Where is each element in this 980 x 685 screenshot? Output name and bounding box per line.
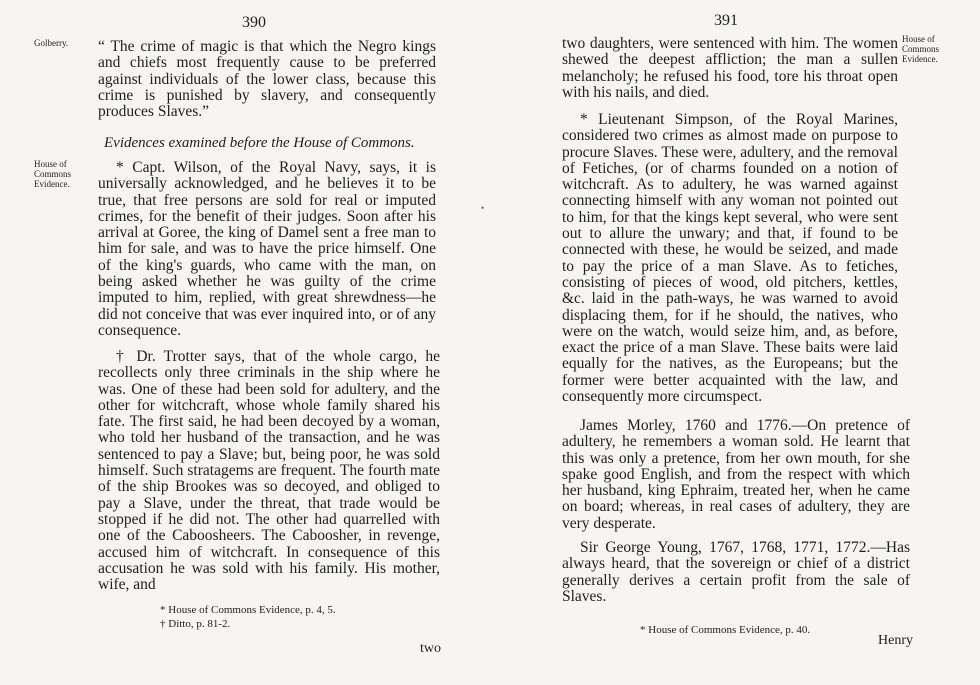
footnote-1: * House of Commons Evidence, p. 4, 5. — [160, 604, 336, 616]
paragraph-trotter: † Dr. Trotter says, that of the whole cargo, he recollects only three criminals in the ship where he was. One of these had been sold for adultery, and the other for witchcraft, whose whole family shared his fate. The first said, he had been decoyed by a woman, who told her husband of the transaction, and he was sentenced to pay a Slave; but, being poor, he was sold himself. Such stratagems are frequent. The fourth mate of the ship Brookes was so decoyed, and obliged to pay a Slave, under the threat, that trade would be stopped if he did not. The other had quarrelled with one of the Caboosheers. The Caboosher, in revenge, accused him of witchcraft. In consequence of this accusation he was sold with his family. His mother, wife, and — [98, 348, 440, 594]
left-page — [0, 0, 485, 685]
paragraph-young: Sir George Young, 1767, 1768, 1771, 1772.—Has always heard, that the sovereign or chief of a district generally derives a certain profit from the sale of Slaves. — [562, 539, 910, 605]
page-number-right: 391 — [714, 12, 738, 29]
catchword-right: Henry — [878, 633, 913, 648]
paragraph-wilson: * Capt. Wilson, of the Royal Navy, says, it is universally acknowledged, and he believes it to be true, that free persons are sold for real or imputed crimes, for the benefit of their judges. Soon after his arrival at Goree, the king of Damel sent a free man to him for sale, and was to have the price himself. One of the king's guards, who came with the man, on being asked whether he was guilty of the crime imputed to him, replied, with great shrewdness—he did not conceive that was ever inquired into, or of any consequence. — [98, 159, 436, 339]
side-note-golberry: Golberry. — [34, 38, 69, 48]
side-note-house-of-commons: House of Commons Evidence. — [34, 159, 72, 189]
footnote-2: † Ditto, p. 81-2. — [160, 618, 231, 630]
paragraph-continuation: two daughters, were sentenced with him. The women shewed the deepest affliction; the man a sullen melancholy; he refused his food, tore his throat open with his nails, and died. — [562, 35, 898, 101]
catchword-left: two — [420, 641, 441, 656]
golberry-quote: “ The crime of magic is that which the Negro kings and chiefs most frequently cause to be preferred against individuals of the lower class, because this crime is punished by slavery, and consequently produces Slaves.” — [98, 38, 436, 121]
paragraph-morley: James Morley, 1760 and 1776.—On pretence of adultery, he remembers a woman sold. He learnt that this was only a pretence, from her own mouth, for she spake good English, and from the respect with which her husband, king Ephraim, treated her, when he came on board; whereas, in real cases of adultery, they are very desperate. — [562, 417, 910, 532]
footnote-right: * House of Commons Evidence, p. 40. — [640, 624, 811, 636]
page-number-left: 390 — [242, 14, 266, 31]
right-page — [490, 0, 980, 685]
section-heading: Evidences examined before the House of Commons. — [104, 135, 415, 151]
side-note-house-of-commons-right: House of Commons Evidence. — [902, 34, 940, 64]
margin-mark: • — [481, 203, 485, 213]
paragraph-simpson: * Lieutenant Simpson, of the Royal Marines, considered two crimes as almost made on purpose to procure Slaves. These were, adultery, and the removal of Fetiches, (or of charms founded on a notion of witchcraft. As to adultery, he was warned against connecting himself with any woman not pointed out to him, for that the kings kept several, who were sent out to allure the unwary; and that, if found to be connected with these, he would be seized, and made to pay the price of a man Slave. As to fetiches, consisting of pieces of wood, old pitchers, kettles, &c. laid in the path-ways, he was warned to avoid displacing them, for if he should, the natives, who were on the watch, would seize him, and, as before, exact the price of a man Slave. These baits were laid equally for the natives, as the Europeans; but the former were better acquainted with the law, and consequently more circumspect. — [562, 111, 898, 406]
